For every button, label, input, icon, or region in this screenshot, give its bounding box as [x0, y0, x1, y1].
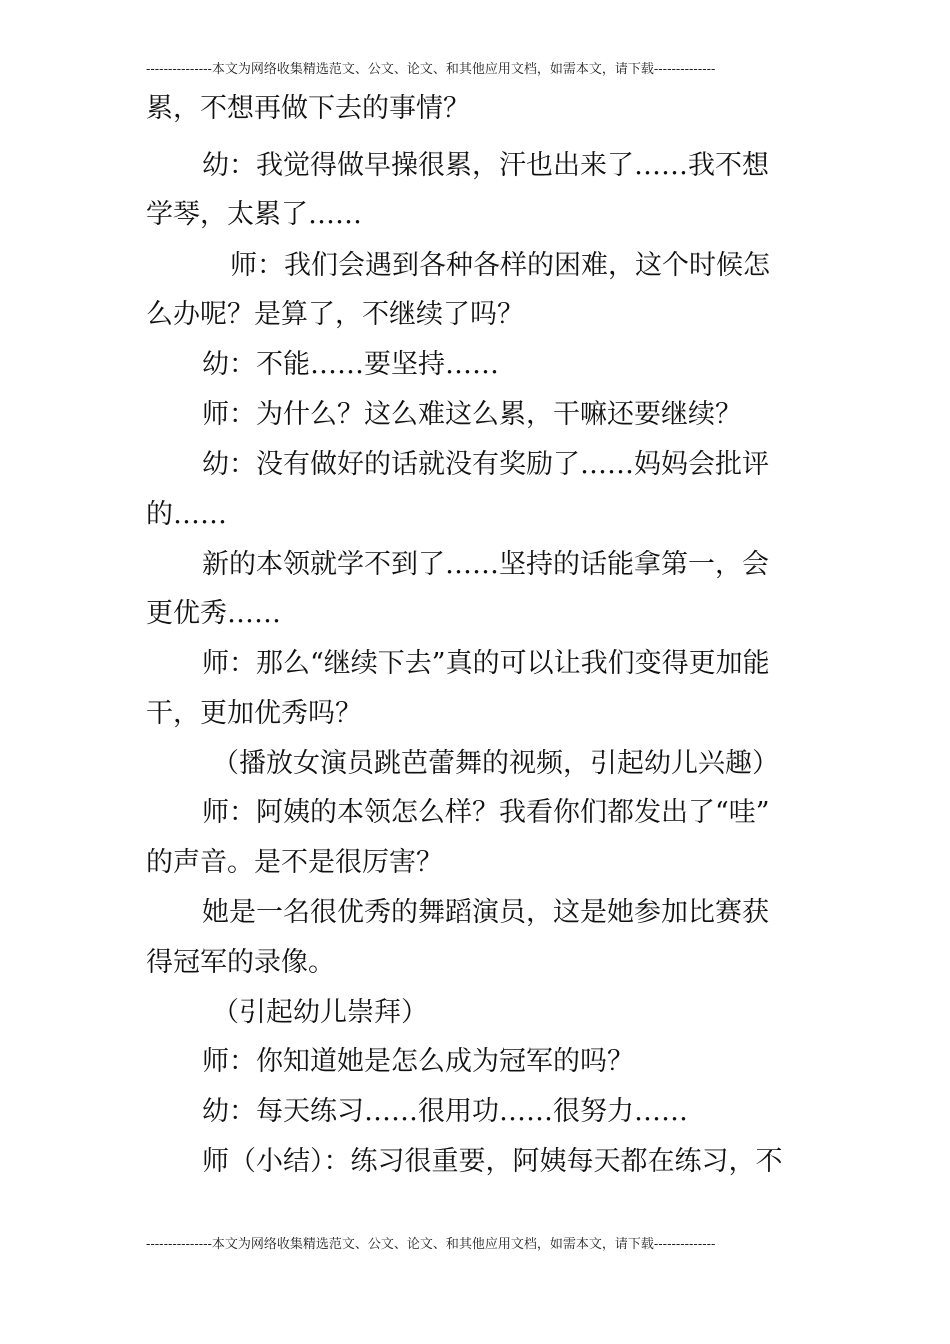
text-line: （播放女演员跳芭蕾舞的视频，引起幼儿兴趣）: [212, 748, 779, 779]
text-line: 师：阿姨的本领怎么样？我看你们都发出了“哇”: [202, 797, 770, 828]
text-line: 师：为什么？这么难这么累，干嘛还要继续？: [202, 399, 742, 430]
page-footer: ---------------本文为网络收集精选范文、公文、论文、和其他应用文档，如需本文，请下载--------------: [146, 1237, 716, 1252]
text-line: 干，更加优秀吗？: [146, 698, 362, 729]
text-line: （引起幼儿崇拜）: [212, 997, 428, 1028]
page-header: ---------------本文为网络收集精选范文、公文、论文、和其他应用文档，如需本文，请下载--------------: [146, 62, 716, 77]
text-line: 幼：没有做好的话就没有奖励了……妈妈会批评: [202, 449, 769, 480]
text-line: 学琴，太累了……: [146, 199, 362, 230]
text-line: 的声音。是不是很厉害？: [146, 847, 443, 878]
text-line: 幼：我觉得做早操很累，汗也出来了……我不想: [202, 150, 769, 181]
text-line: 的……: [146, 499, 227, 530]
text-line: 她是一名很优秀的舞蹈演员，这是她参加比赛获: [202, 897, 769, 928]
text-line: 师：我们会遇到各种各样的困难，这个时候怎: [230, 250, 770, 281]
text-line: 幼：不能……要坚持……: [202, 349, 499, 380]
text-line: 师：你知道她是怎么成为冠军的吗？: [202, 1046, 634, 1077]
text-line: 新的本领就学不到了……坚持的话能拿第一，会: [202, 549, 769, 580]
text-line: 得冠军的录像。: [146, 947, 335, 978]
text-line: 么办呢？是算了，不继续了吗？: [146, 299, 524, 330]
text-line: 师（小结）：练习很重要，阿姨每天都在练习，不: [202, 1146, 783, 1177]
text-line: 幼：每天练习……很用功……很努力……: [202, 1096, 688, 1127]
text-line: 师：那么“继续下去”真的可以让我们变得更加能: [202, 648, 770, 679]
text-line: 累，不想再做下去的事情？: [146, 93, 470, 124]
text-line: 更优秀……: [146, 598, 281, 629]
